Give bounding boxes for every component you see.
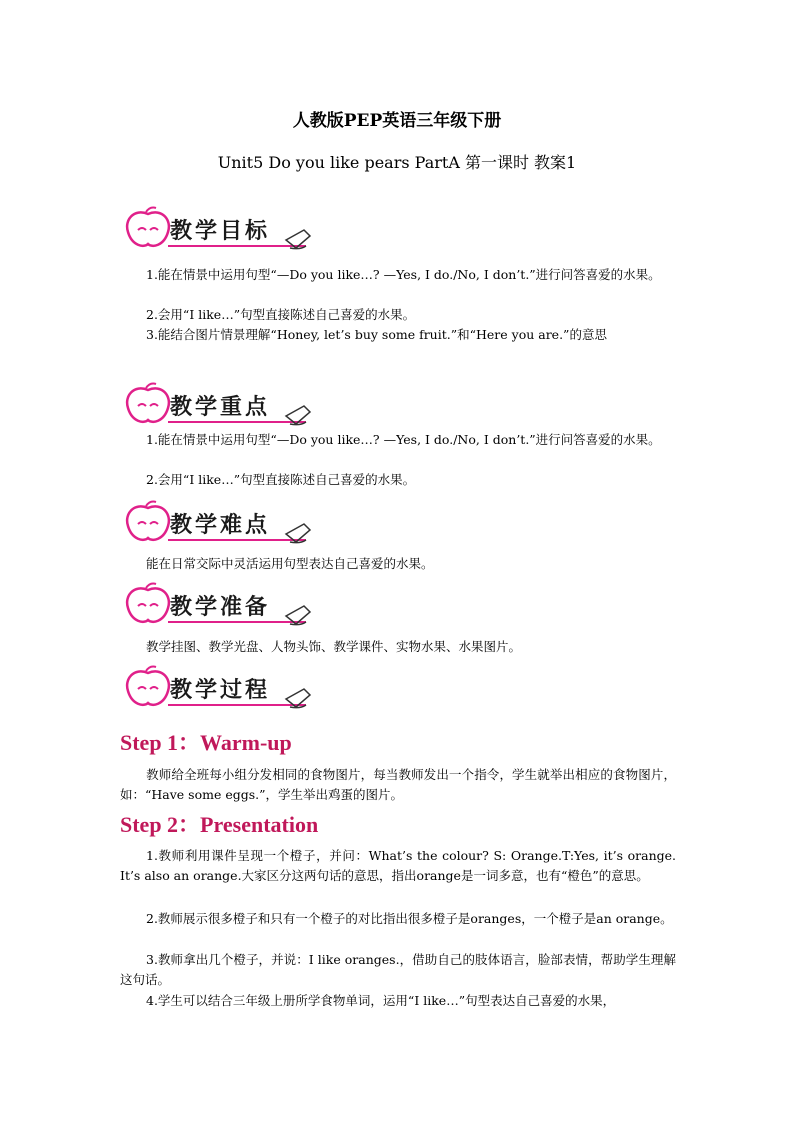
section-heading-text: 教学难点 [170,513,271,538]
objective-item: 2.会用“I like…”句型直接陈述自己喜爱的水果。 [146,307,416,322]
section-heading-text: 教学目标 [170,219,271,244]
keypoint-item: 1.能在情景中运用句型“—Do you like…? —Yes, I do./No, I don’t.”进行问答喜爱的水果。 [146,432,661,447]
section-heading-process [120,663,320,711]
step-2-paragraph: 4.学生可以结合三年级上册所学食物单词，运用“I like…”句型表达自己喜爱的水果， [146,993,616,1008]
section-heading-objectives [120,204,320,252]
document-title: 人教版PEP英语三年级下册 [292,111,502,131]
step-1-paragraph: 教师给全班每小组分发相同的食物图片，每当教师发出一个指令，学生就举出相应的食物图片，如：“Have some eggs.”，学生举出鸡蛋的图片。 [120,767,676,802]
preparation-item: 教学挂图、教学光盘、人物头饰、教学课件、实物水果、水果图片。 [146,639,522,654]
section-heading-keypoints [120,380,320,428]
section-heading-preparation [120,580,320,628]
keypoint-item: 2.会用“I like…”句型直接陈述自己喜爱的水果。 [146,472,416,487]
step-1-title: Step 1：Warm-up [120,730,292,755]
section-heading-text: 教学准备 [170,595,271,620]
difficulty-item: 能在日常交际中灵活运用句型表达自己喜爱的水果。 [146,556,434,571]
section-heading-difficulties [120,498,320,546]
step-2-paragraph: 2.教师展示很多橙子和只有一个橙子的对比指出很多橙子是oranges，一个橙子是an orange。 [146,911,673,926]
document-subtitle: Unit5 Do you like pears PartA 第一课时 教案1 [217,153,577,172]
section-heading-text: 教学重点 [170,395,271,420]
objective-item: 1.能在情景中运用句型“—Do you like…? —Yes, I do./No, I don’t.”进行问答喜爱的水果。 [146,267,661,282]
step-2-paragraph: 1.教师利用课件呈现一个橙子，并问：What’s the colour? S: Orange.T:Yes, it’s orange. It’s also an orange.大家区分这两句话的意思，指出orange是一词多意，也有“橙色”的意思。 [120,848,676,883]
objective-item: 3.能结合图片情景理解“Honey, let’s buy some fruit.”和“Here you are.”的意思 [146,327,607,342]
step-2-title: Step 2：Presentation [120,812,319,837]
step-2-paragraph: 3.教师拿出几个橙子，并说：I like oranges.，借助自己的肢体语言，脸部表情，帮助学生理解这句话。 [120,952,676,987]
section-heading-text: 教学过程 [170,678,271,703]
